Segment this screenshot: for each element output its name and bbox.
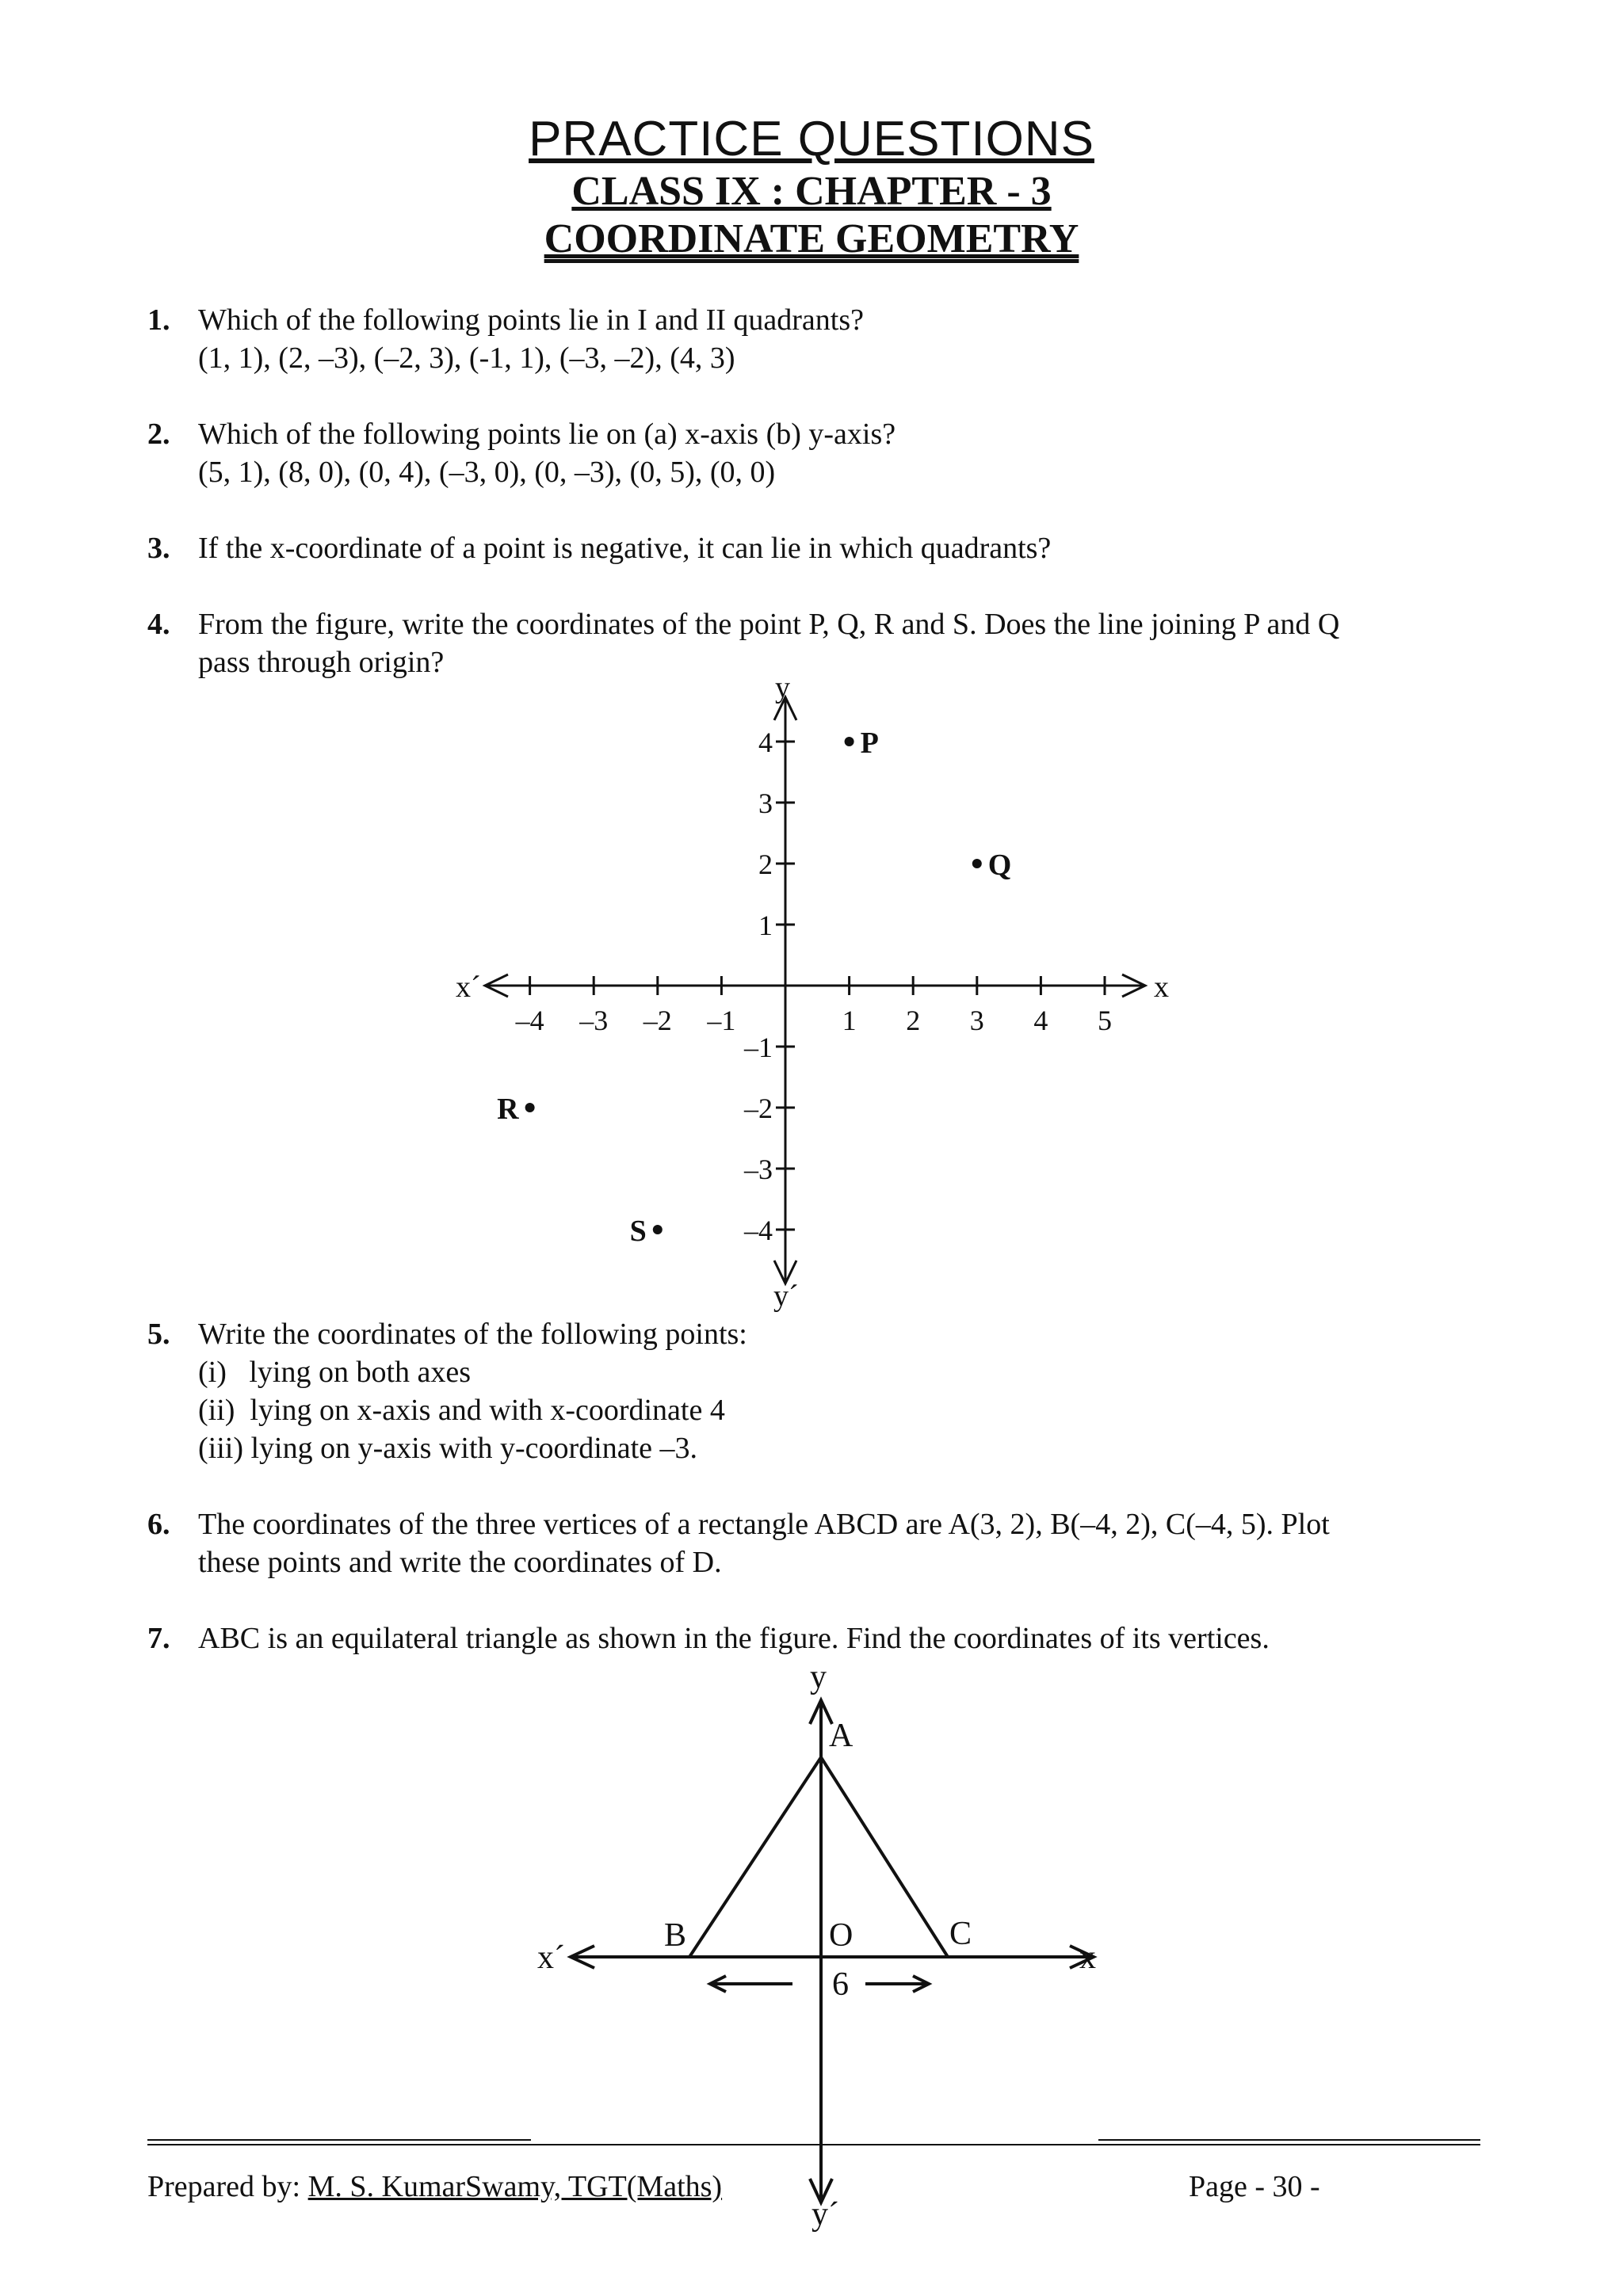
- point-p-label: P: [860, 727, 879, 760]
- x-tick-label: 1: [842, 1005, 857, 1036]
- y-tick-label: 4: [758, 727, 773, 758]
- question-text: If the x-coordinate of a point is negative, it can lie in which quadrants?: [198, 532, 1052, 565]
- x-tick-label: –3: [579, 1005, 609, 1036]
- y-axis-label: y: [775, 671, 790, 704]
- x-axis-label: x: [1079, 1939, 1096, 1976]
- y-axis-label: y: [810, 1659, 827, 1695]
- y-tick-label: –2: [744, 1093, 773, 1124]
- y-neg-axis-label: y´: [812, 2196, 839, 2233]
- vertex-c-label: C: [949, 1916, 972, 1952]
- vertex-b-label: B: [664, 1917, 687, 1954]
- y-tick-label: 3: [758, 788, 773, 819]
- question-text: Write the coordinates of the following points:: [198, 1318, 747, 1351]
- x-axis-label: x: [1154, 971, 1169, 1004]
- x-neg-axis-label: x´: [537, 1939, 565, 1976]
- question-text: Which of the following points lie on (a) x-axis (b) y-axis?: [198, 418, 896, 451]
- page-number: Page - 30 -: [1189, 2170, 1320, 2203]
- page-title: PRACTICE QUESTIONS: [529, 112, 1094, 166]
- y-tick-label: –1: [744, 1032, 773, 1063]
- footer-rule-left-top: [147, 2139, 531, 2141]
- question-subpart: (iii) lying on y-axis with y-coordinate –3.: [198, 1432, 698, 1465]
- y-neg-axis-label: y´: [773, 1280, 799, 1313]
- x-tick-label: 5: [1098, 1005, 1112, 1036]
- x-tick-label: –1: [707, 1005, 736, 1036]
- question-number: 1.: [147, 303, 170, 337]
- triangle-abc: [689, 1757, 948, 1957]
- question-number: 5.: [147, 1318, 170, 1351]
- point-r-label: R: [497, 1093, 519, 1126]
- x-tick-label: 4: [1033, 1005, 1048, 1036]
- question-subpart: (ii) lying on x-axis and with x-coordinate 4: [198, 1394, 725, 1427]
- question-text: Which of the following points lie in I and II quadrants?: [198, 303, 865, 337]
- footer-credit: [147, 2169, 722, 2204]
- y-tick-label: 1: [758, 910, 773, 941]
- origin-label: O: [829, 1917, 854, 1954]
- question-text: pass through origin?: [198, 646, 445, 679]
- question-number: 7.: [147, 1622, 170, 1655]
- question-text: The coordinates of the three vertices of a rectangle ABCD are A(3, 2), B(–4, 2), C(–4, 5). Plot: [198, 1508, 1330, 1541]
- chapter-heading: COORDINATE GEOMETRY: [544, 216, 1079, 261]
- side-length-label: 6: [832, 1966, 849, 2003]
- question-text: ABC is an equilateral triangle as shown in the figure. Find the coordinates of its vertices.: [198, 1622, 1270, 1655]
- y-tick-label: –3: [744, 1154, 773, 1185]
- question-subpart: (i) lying on both axes: [198, 1356, 472, 1389]
- x-neg-axis-label: x´: [456, 971, 481, 1004]
- class-heading: CLASS IX : CHAPTER - 3: [571, 169, 1052, 214]
- footer-rule-middle: [531, 2144, 1098, 2145]
- x-tick-label: –4: [515, 1005, 544, 1036]
- vertex-a-label: A: [829, 1718, 854, 1754]
- author-name: M. S. KumarSwamy, TGT(Maths): [307, 2170, 723, 2203]
- x-tick-label: 2: [906, 1005, 921, 1036]
- point-q-label: Q: [987, 849, 1012, 882]
- x-tick-label: 3: [969, 1005, 984, 1036]
- question-text: (5, 1), (8, 0), (0, 4), (–3, 0), (0, –3), (0, 5), (0, 0): [198, 456, 776, 489]
- point-s-label: S: [629, 1215, 647, 1248]
- question-number: 6.: [147, 1508, 170, 1541]
- question-text: From the figure, write the coordinates of the point P, Q, R and S. Does the line joining P and Q: [198, 608, 1340, 641]
- question-text: (1, 1), (2, –3), (–2, 3), (-1, 1), (–3, –2), (4, 3): [198, 341, 735, 375]
- y-tick-label: –4: [744, 1215, 773, 1246]
- question-number: 2.: [147, 418, 170, 451]
- y-tick-label: 2: [758, 849, 773, 880]
- prepared-label: Prepared by:: [147, 2170, 301, 2203]
- question-text: these points and write the coordinates of D.: [198, 1546, 722, 1579]
- footer-rule-left-bottom: [147, 2144, 531, 2145]
- footer-rule-right-bottom: [1098, 2144, 1480, 2145]
- question-number: 4.: [147, 608, 170, 641]
- x-tick-label: –2: [643, 1005, 672, 1036]
- footer-rule-right-top: [1098, 2139, 1480, 2141]
- question-number: 3.: [147, 532, 170, 565]
